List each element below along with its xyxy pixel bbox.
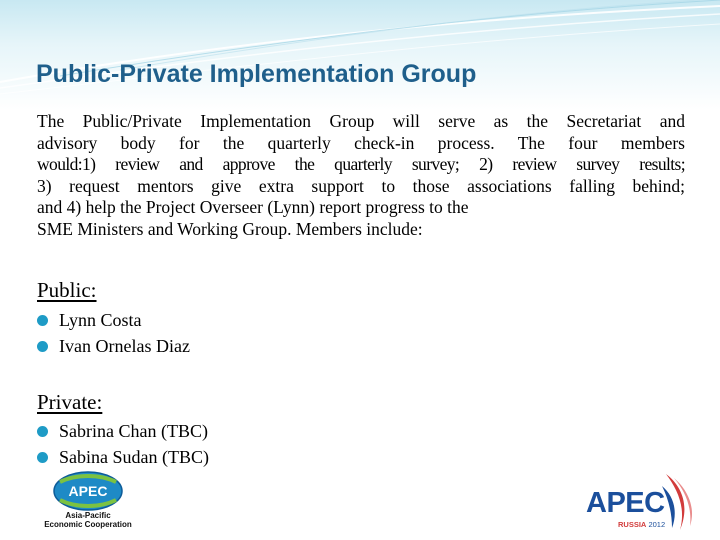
member-name: Sabina Sudan (TBC) — [59, 446, 209, 467]
apec-emblem-logo — [36, 470, 140, 534]
logo-subtitle — [618, 520, 665, 529]
wave-lines-decoration — [0, 0, 720, 110]
member-name: Lynn Costa — [59, 309, 142, 330]
logo-country: RUSSIA — [618, 520, 647, 529]
apec-globe-icon — [36, 470, 140, 512]
member-name: Sabrina Chan (TBC) — [59, 420, 208, 441]
logo-word: APEC — [586, 487, 665, 519]
body-line: advisory body for the quarterly check-in process. The four members — [37, 132, 685, 153]
public-members-list — [37, 307, 190, 359]
sail-icon — [660, 472, 700, 532]
slide-title: Public-Private Implementation Group — [36, 60, 477, 88]
body-line: would:1) review and approve the quarterly survey; 2) review survey results; — [37, 154, 685, 174]
list-item — [37, 333, 190, 359]
private-heading: Private: — [37, 390, 103, 414]
list-item — [37, 307, 190, 333]
emblem-text: APEC — [68, 483, 108, 499]
slide-body-paragraph — [37, 111, 685, 240]
logo-caption-line: Asia-Pacific — [65, 511, 111, 520]
list-item — [37, 444, 209, 470]
bullet-icon — [37, 315, 48, 326]
list-item — [37, 418, 209, 444]
logo-caption-line: Economic Cooperation — [44, 520, 132, 529]
decorative-header-background — [0, 0, 720, 110]
public-heading: Public: — [37, 278, 97, 302]
bullet-icon — [37, 341, 48, 352]
private-members-list — [37, 418, 209, 470]
bullet-icon — [37, 452, 48, 463]
body-line: 3) request mentors give extra support to those associations falling behind; — [37, 175, 685, 196]
logo-caption — [36, 511, 140, 529]
body-line: The Public/Private Implementation Group will serve as the Secretariat and — [37, 111, 685, 131]
body-line: SME Ministers and Working Group. Members include: — [37, 218, 423, 239]
member-name: Ivan Ornelas Diaz — [59, 335, 190, 356]
logo-year: 2012 — [648, 520, 666, 529]
bullet-icon — [37, 426, 48, 437]
apec-russia-2012-logo — [586, 472, 696, 534]
body-line: and 4) help the Project Overseer (Lynn) report progress to the — [37, 197, 469, 217]
